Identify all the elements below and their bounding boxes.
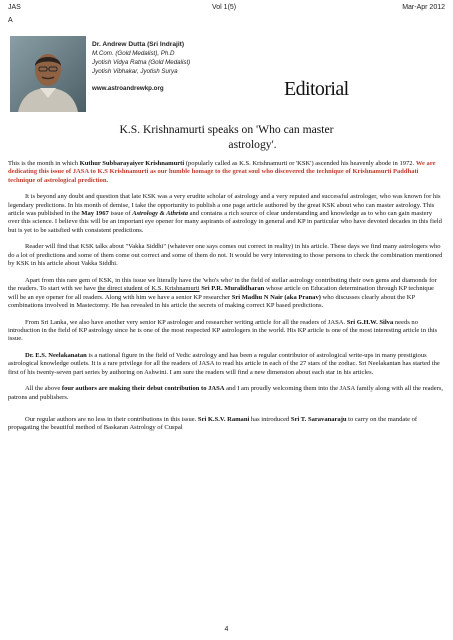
article-title-line-2: astrology'. [228,138,277,151]
bold-text: May 1967 [81,210,109,218]
issue-date: Mar-Apr 2012 [402,4,445,11]
text: and contains a rich source of clear understanding and knowledge as to who can gain mastery over this science. I believe this will be an important eye opener for many aspirants of astrology in general and KP in particular who have devoted decades in this field but is yet to be satisfied with consistent predictions. [8,210,442,234]
bold-text: Sri Madhu N Nair (aka Pranav) [231,293,321,301]
text: Our regular authors are no less in their contributions in this issue. [25,415,198,423]
text: issue of [108,210,133,218]
paragraph-1 [8,160,444,185]
text: Reader will find that KSK talks about "Vakka Siddhi" (whatever one says comes out correct in reality) in his article. These days we find many astrologers who do a lot of predictions and some of them come out correct and some of them do not. It would be very interesting to those persons to check the combination mentioned by KSK in his article about Vakka Siddhi. [8,243,443,268]
paragraph-4 [8,277,444,310]
paragraph-2 [8,193,444,235]
underlined-text: the direct student of K.S. Krishnamurti [97,285,200,293]
highlight-text: We are dedicating this issue of JASA to K.S Krishnamurti as our humble homage to the great soul who discovered the technique of Krishnamurti Paddhati technique of astrological prediction. [8,160,436,184]
paragraph-3 [8,243,444,268]
author-portrait-image [10,36,86,112]
text: needs no introduction in the field of KP astrology since he is one of the most respected KP astrologers in the world. His KP article is one of the most interesting article in this issue. [8,318,438,343]
bold-text: Sri G.H.W. Silva [346,318,394,326]
author-block [92,40,190,93]
volume-label: Vol 1(5) [212,4,237,11]
bold-text: four authors are making their debut contribution to JASA [61,385,225,393]
article-body [8,160,444,441]
text: has introduced [249,415,291,423]
journal-name: JAS [8,4,21,11]
bold-text: Dr. E.S. Neelakanatan [25,351,87,359]
text: whose article on Education determination through KP technique will be an eye opener for all readers. Along with him we have a senior KP researcher [8,285,434,301]
paragraph-5 [8,319,444,344]
bold-text: Sri P.R. Muralidharan [201,285,265,293]
author-photo [10,36,86,112]
bold-italic-text: Astrology & Athrista [132,210,189,218]
text: (popularly called as K.S. Krishnamurti or 'KSK') ascended his heavenly abode in 1972. [184,160,416,167]
text: and I am proudly welcoming them into the JASA family along with all the readers, patrons and publishers. [8,385,444,401]
text: This is the month in which [8,160,80,167]
section-letter: A [8,17,13,24]
text: It is beyond any doubt and question that late KSK was a very erudite scholar of astrology and a very reputed and successful astrologer, who was known for his legendary predictions. In his month of demise, I take the opportunity to publish a one page article authored by the great KSK about who can master astrology. This article was published in the [8,193,441,218]
author-name: Dr. Andrew Dutta (Sri Indrajit) [92,41,185,48]
author-credential: Jyotish Vidya Ratna (Gold Medalist) [92,59,191,66]
article-title-line-1: K.S. Krishnamurti speaks on 'Who can master [119,123,334,136]
paragraph-7 [8,385,444,402]
page-number: 4 [224,626,229,633]
text: Apart from this rare gem of KSK, in this issue we literally have the 'who's who' in the field of stellar astrology contributing their own gems and diamonds for the readers. To start with we have [8,276,437,293]
author-credential: Jyotish Vibhakar, Jyotish Surya [92,68,178,75]
bold-text: Kuthur Subbarayaiyer Krishnamurti [79,160,185,167]
text: All the above [25,385,62,393]
paragraph-8 [8,416,444,433]
paragraph-6 [8,352,444,377]
text: is a national figure in the field of Vedic astrology and has been a regular contributor of astrological write-ups in many prestigious astrological knowledge outlets. It is a rare privilege for all the readers of JASA to read his article in each of the 27 stars of the zodiac. Sri Neelakantan has started the first of his twenty-seven part series by authoring on Ashwini. I am sure the readers will find a new dimension about each star in his articles. [8,351,440,376]
article-title [0,122,453,152]
author-credential: M.Com. (Gold Medalist), Ph.D [92,50,175,57]
section-title: Editorial [284,78,349,100]
bold-text: Sri K.S.V. Ramani [197,415,250,423]
author-website-link[interactable]: www.astroandrewkp.org [92,85,164,92]
text: From Sri Lanka, we also have another very senior KP astrologer and researcher writing article for all the readers of JASA. [25,318,347,326]
text: who discusses clearly about the KP combinations involved in Mastectomy. He has revealed in his article the secrets of making correct KP based predictions. [8,293,415,309]
bold-text: Sri T. Saravanaraju [290,415,347,423]
text: to carry on the mandate of propagating the beautiful method of Baskaran Astrology of Cuspal [8,415,418,432]
